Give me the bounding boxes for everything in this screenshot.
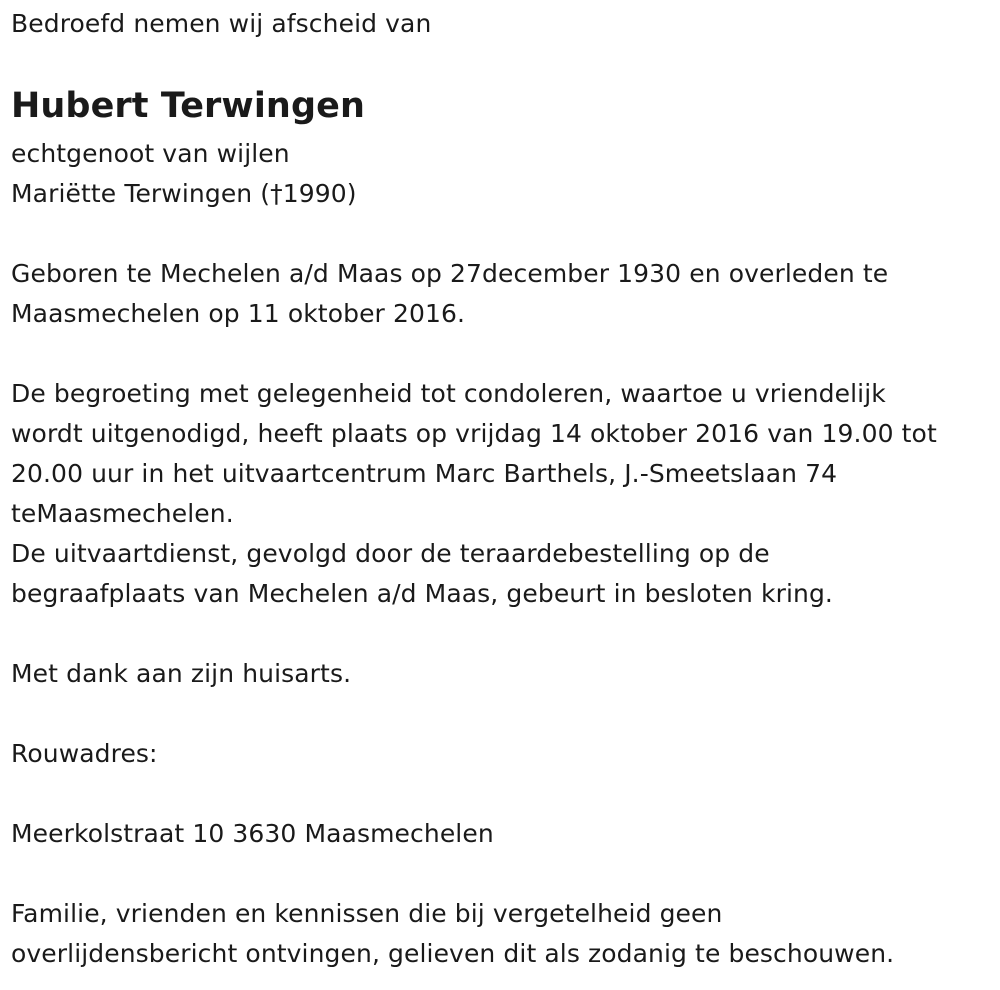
funeral-line-1: De uitvaartdienst, gevolgd door de teraardebestelling op de [11,539,770,568]
spouse-line-1: echtgenoot van wijlen [11,139,290,168]
funeral-line-2: begraafplaats van Mechelen a/d Maas, gebeurt in besloten kring. [11,579,833,608]
closing-line-1: Familie, vrienden en kennissen die bij vergetelheid geen [11,899,723,928]
birth-death-line-1: Geboren te Mechelen a/d Maas op 27december 1930 en overleden te [11,259,889,288]
condolence-line-1: De begroeting met gelegenheid tot condoleren, waartoe u vriendelijk [11,379,886,408]
address-text: Meerkolstraat 10 3630 Maasmechelen [11,819,494,848]
condolence-line-2: wordt uitgenodigd, heeft plaats op vrijdag 14 oktober 2016 van 19.00 tot [11,419,937,448]
condolence-line-4: teMaasmechelen. [11,499,234,528]
thanks-text: Met dank aan zijn huisarts. [11,659,352,688]
spouse-line-2: Mariëtte Terwingen (†1990) [11,179,357,208]
intro-text: Bedroefd nemen wij afscheid van [11,9,432,38]
condolence-line-3: 20.00 uur in het uitvaartcentrum Marc Barthels, J.-Smeetslaan 74 [11,459,838,488]
address-label: Rouwadres: [11,739,158,768]
deceased-name: Hubert Terwingen [11,86,365,126]
birth-death-line-2: Maasmechelen op 11 oktober 2016. [11,299,466,328]
closing-line-2: overlijdensbericht ontvingen, gelieven dit als zodanig te beschouwen. [11,939,895,968]
